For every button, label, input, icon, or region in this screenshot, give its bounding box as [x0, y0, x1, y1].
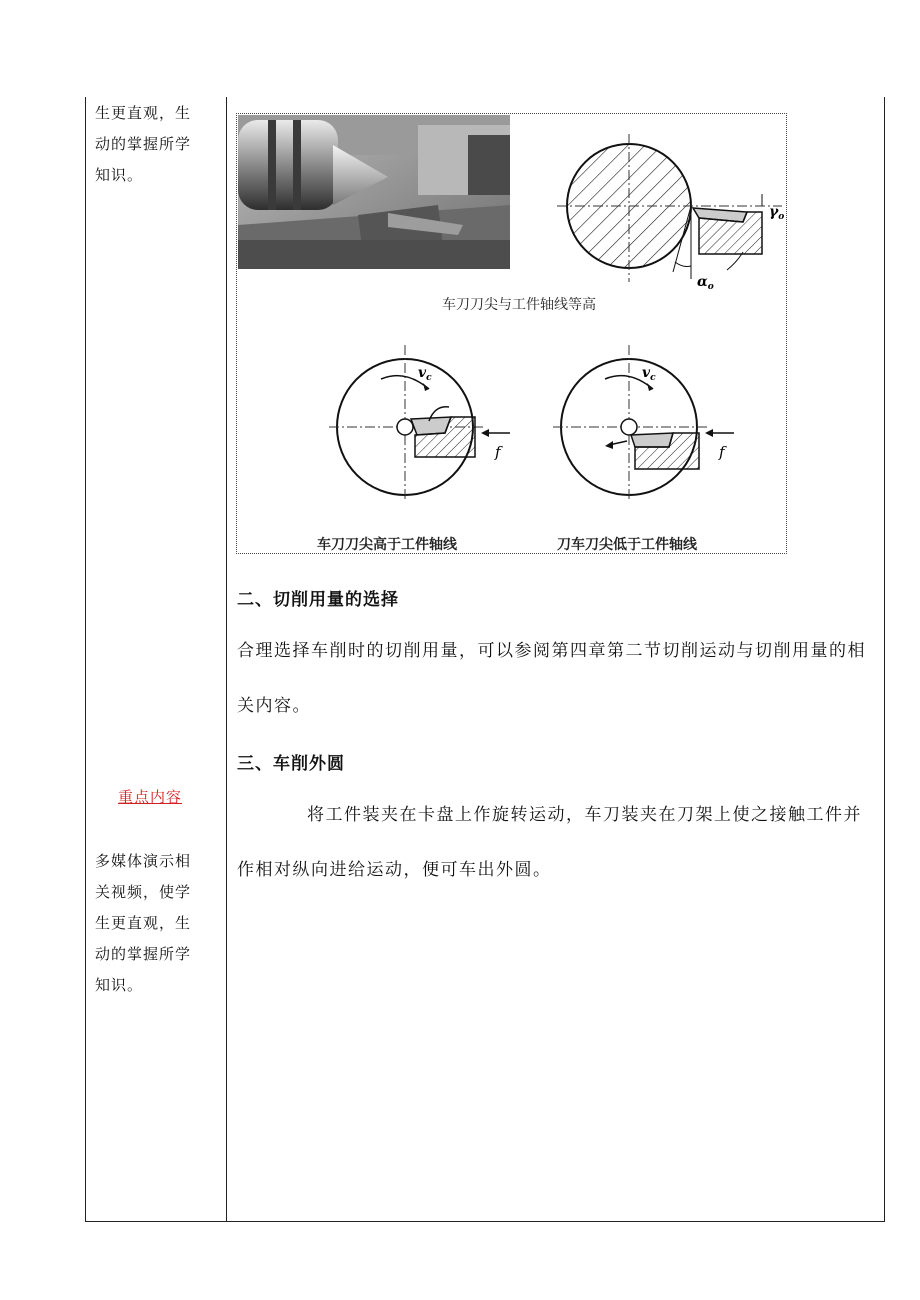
note-line: 生更直观，生 — [95, 104, 192, 122]
note-line: 多媒体演示相 — [95, 852, 192, 870]
alpha-symbol: $\alpha_o$ — [697, 274, 714, 292]
feed-symbol: f — [719, 443, 725, 461]
tip-below-axis-diagram — [549, 339, 749, 504]
note-line: 关视频，使学 — [95, 883, 192, 901]
key-content-label: 重点内容 — [118, 788, 183, 806]
section-body-external-turning — [237, 788, 877, 898]
feed-symbol: f — [495, 443, 501, 461]
left-notes-top — [95, 98, 215, 191]
note-line: 知识。 — [95, 976, 144, 994]
gamma-symbol: $\gamma_o$ — [769, 204, 785, 222]
section-heading-cutting-parameters: 二、切削用量的选择 — [237, 590, 399, 610]
note-line: 生更直观，生 — [95, 914, 192, 932]
note-line: 动的掌握所学 — [95, 135, 192, 153]
vc-symbol: $v_c$ — [418, 365, 432, 383]
caption-tip-below: 刀车刀尖低于工件轴线 — [557, 537, 697, 553]
section-body-text: 将工件装夹在卡盘上作旋转运动，车刀装夹在刀架上使之接触工件并作相对纵向进给运动，便可车出外圆。 — [237, 805, 862, 880]
turning-tool-figure — [236, 113, 787, 554]
vc-symbol: $v_c$ — [642, 365, 656, 383]
tip-above-axis-diagram — [325, 339, 525, 504]
left-notes-bottom — [95, 846, 215, 1001]
note-line: 动的掌握所学 — [95, 945, 192, 963]
section-heading-external-turning: 三、车削外圆 — [237, 754, 345, 774]
equal-height-diagram — [547, 124, 787, 294]
caption-tip-above: 车刀刀尖高于工件轴线 — [317, 537, 457, 553]
section-body-cutting-parameters: 合理选择车削时的切削用量，可以参阅第四章第二节切削运动与切削用量的相关内容。 — [237, 641, 866, 716]
lathe-photo — [238, 115, 510, 269]
column-divider — [226, 97, 227, 1222]
caption-equal-height: 车刀刀尖与工件轴线等高 — [442, 297, 596, 313]
note-line: 知识。 — [95, 166, 144, 184]
